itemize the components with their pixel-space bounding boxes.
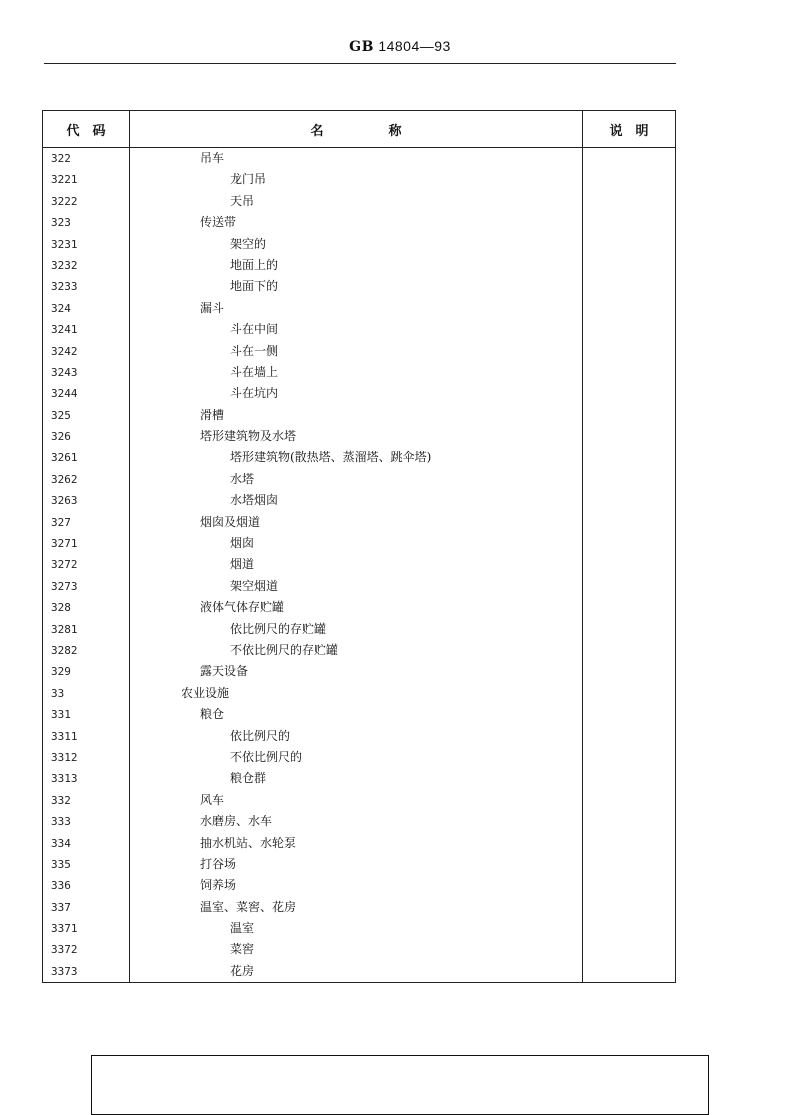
row-note (583, 726, 675, 747)
table-row (43, 490, 675, 511)
row-note (583, 169, 675, 190)
row-name: 不依比例尺的存贮罐 (130, 640, 583, 661)
row-note (583, 298, 675, 319)
row-note (583, 341, 675, 362)
table-row (43, 255, 675, 276)
row-name: 斗在中间 (130, 319, 583, 340)
row-name: 天吊 (130, 191, 583, 212)
row-name: 地面上的 (130, 255, 583, 276)
table-row (43, 319, 675, 340)
row-note (583, 383, 675, 404)
row-name: 饲养场 (130, 875, 583, 896)
row-note (583, 918, 675, 939)
row-code: 3244 (43, 383, 130, 404)
table-row (43, 341, 675, 362)
row-note (583, 854, 675, 875)
row-note (583, 148, 675, 169)
row-code: 3231 (43, 234, 130, 255)
row-note (583, 661, 675, 682)
table-row (43, 362, 675, 383)
row-code: 3312 (43, 747, 130, 768)
row-note (583, 875, 675, 896)
row-name: 花房 (130, 961, 583, 982)
row-name: 地面下的 (130, 276, 583, 297)
row-name: 依比例尺的 (130, 726, 583, 747)
row-note (583, 234, 675, 255)
table-row (43, 597, 675, 618)
row-note (583, 405, 675, 426)
header-code: 代 码 (43, 111, 130, 147)
row-note (583, 961, 675, 982)
table-row (43, 554, 675, 575)
row-name: 水塔 (130, 469, 583, 490)
row-note (583, 897, 675, 918)
row-note (583, 447, 675, 468)
row-code: 323 (43, 212, 130, 233)
table-row (43, 469, 675, 490)
table-row (43, 276, 675, 297)
bottom-frame (91, 1055, 709, 1115)
row-code: 3263 (43, 490, 130, 511)
row-name: 粮仓 (130, 704, 583, 725)
row-name: 风车 (130, 790, 583, 811)
row-note (583, 683, 675, 704)
row-note (583, 212, 675, 233)
table-row (43, 811, 675, 832)
row-name: 传送带 (130, 212, 583, 233)
row-code: 329 (43, 661, 130, 682)
standard-prefix: GB (349, 39, 374, 55)
row-name: 吊车 (130, 148, 583, 169)
table-row (43, 619, 675, 640)
table-row (43, 234, 675, 255)
row-code: 3281 (43, 619, 130, 640)
table-row (43, 683, 675, 704)
row-name: 液体气体存贮罐 (130, 597, 583, 618)
row-name: 滑槽 (130, 405, 583, 426)
table-row (43, 169, 675, 190)
row-name: 粮仓群 (130, 768, 583, 789)
row-code: 3273 (43, 576, 130, 597)
row-code: 328 (43, 597, 130, 618)
document-header (0, 38, 800, 55)
row-code: 324 (43, 298, 130, 319)
table-row (43, 426, 675, 447)
row-code: 326 (43, 426, 130, 447)
row-name: 温室 (130, 918, 583, 939)
row-code: 3373 (43, 961, 130, 982)
header-note: 说 明 (609, 123, 649, 139)
table-row (43, 640, 675, 661)
row-code: 3271 (43, 533, 130, 554)
row-note (583, 704, 675, 725)
row-note (583, 619, 675, 640)
row-name: 水磨房、水车 (130, 811, 583, 832)
row-code: 3371 (43, 918, 130, 939)
row-note (583, 319, 675, 340)
row-code: 325 (43, 405, 130, 426)
table-row (43, 918, 675, 939)
standard-number: 14804—93 (378, 38, 451, 54)
row-name: 打谷场 (130, 854, 583, 875)
row-name: 塔形建筑物及水塔 (130, 426, 583, 447)
table-row (43, 961, 675, 982)
table-row (43, 875, 675, 896)
row-note (583, 362, 675, 383)
row-note (583, 469, 675, 490)
table-row (43, 833, 675, 854)
row-note (583, 768, 675, 789)
row-code: 3233 (43, 276, 130, 297)
row-name: 农业设施 (130, 683, 583, 704)
row-note (583, 255, 675, 276)
row-name: 斗在一侧 (130, 341, 583, 362)
row-note (583, 939, 675, 960)
row-name: 温室、菜窖、花房 (130, 897, 583, 918)
table-row (43, 405, 675, 426)
row-name: 架空的 (130, 234, 583, 255)
row-note (583, 554, 675, 575)
row-code: 3232 (43, 255, 130, 276)
row-name: 菜窖 (130, 939, 583, 960)
table-row (43, 512, 675, 533)
row-code: 3313 (43, 768, 130, 789)
table-row (43, 533, 675, 554)
row-name: 漏斗 (130, 298, 583, 319)
row-code: 3222 (43, 191, 130, 212)
row-name: 斗在坑内 (130, 383, 583, 404)
row-name: 烟道 (130, 554, 583, 575)
row-note (583, 597, 675, 618)
row-code: 3311 (43, 726, 130, 747)
row-name: 烟囱及烟道 (130, 512, 583, 533)
row-code: 3282 (43, 640, 130, 661)
row-code: 3261 (43, 447, 130, 468)
row-note (583, 811, 675, 832)
row-code: 3242 (43, 341, 130, 362)
row-code: 335 (43, 854, 130, 875)
row-code: 336 (43, 875, 130, 896)
code-table (42, 110, 676, 983)
row-name: 露天设备 (130, 661, 583, 682)
row-note (583, 512, 675, 533)
row-note (583, 426, 675, 447)
table-row (43, 897, 675, 918)
row-code: 3372 (43, 939, 130, 960)
row-name: 斗在墙上 (130, 362, 583, 383)
header-rule (44, 63, 676, 64)
table-header (43, 111, 675, 148)
table-row (43, 447, 675, 468)
row-code: 33 (43, 683, 130, 704)
row-code: 333 (43, 811, 130, 832)
row-code: 3262 (43, 469, 130, 490)
row-name: 龙门吊 (130, 169, 583, 190)
row-note (583, 833, 675, 854)
row-code: 331 (43, 704, 130, 725)
table-row (43, 704, 675, 725)
row-note (583, 490, 675, 511)
table-row (43, 747, 675, 768)
row-code: 332 (43, 790, 130, 811)
row-name: 水塔烟囱 (130, 490, 583, 511)
row-code: 322 (43, 148, 130, 169)
row-name: 架空烟道 (130, 576, 583, 597)
row-code: 334 (43, 833, 130, 854)
row-note (583, 276, 675, 297)
table-row (43, 576, 675, 597)
table-row (43, 191, 675, 212)
table-row (43, 790, 675, 811)
row-name: 烟囱 (130, 533, 583, 554)
table-row (43, 383, 675, 404)
table-row (43, 212, 675, 233)
table-row (43, 854, 675, 875)
row-note (583, 790, 675, 811)
header-name: 名 称 (130, 111, 583, 147)
row-name: 不依比例尺的 (130, 747, 583, 768)
row-name: 塔形建筑物(散热塔、蒸溜塔、跳伞塔) (130, 447, 583, 468)
row-note (583, 191, 675, 212)
row-name: 抽水机站、水轮泵 (130, 833, 583, 854)
row-note (583, 747, 675, 768)
row-code: 337 (43, 897, 130, 918)
row-code: 3241 (43, 319, 130, 340)
table-body (43, 148, 675, 982)
table-row (43, 939, 675, 960)
row-code: 3221 (43, 169, 130, 190)
row-code: 3243 (43, 362, 130, 383)
table-row (43, 661, 675, 682)
table-row (43, 298, 675, 319)
row-name: 依比例尺的存贮罐 (130, 619, 583, 640)
row-note (583, 533, 675, 554)
row-note (583, 576, 675, 597)
table-row (43, 148, 675, 169)
row-code: 327 (43, 512, 130, 533)
table-row (43, 726, 675, 747)
row-note (583, 640, 675, 661)
row-code: 3272 (43, 554, 130, 575)
table-row (43, 768, 675, 789)
